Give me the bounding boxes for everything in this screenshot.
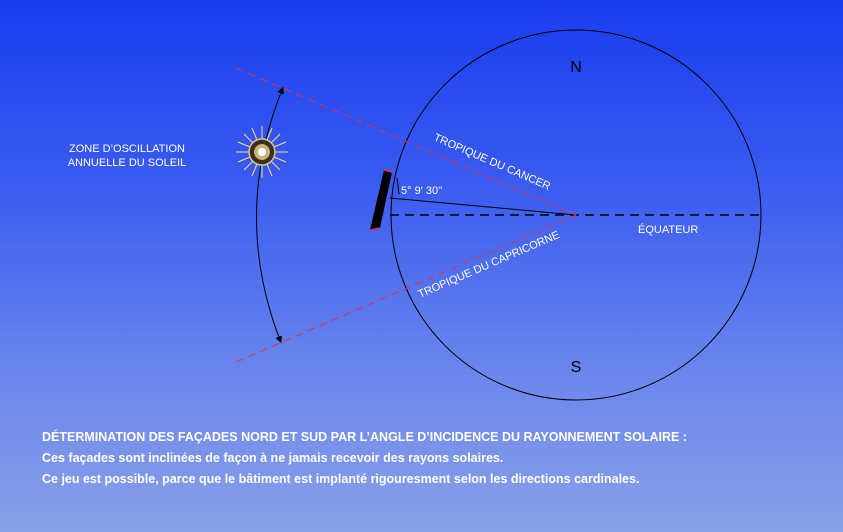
tropic-cancer-label: TROPIQUE DU CANCER bbox=[431, 131, 553, 193]
angle-label: 5° 9' 30'' bbox=[401, 185, 443, 197]
oscillation-arc bbox=[256, 90, 282, 340]
tropic-capricorn-label: TROPIQUE DU CAPRICORNE bbox=[416, 229, 562, 301]
zone-label-line1: ZONE D’OSCILLATION bbox=[69, 143, 185, 155]
zone-label-line2: ANNUELLE DU SOLEIL bbox=[67, 157, 187, 169]
tropic-capricorn-ray bbox=[236, 215, 576, 362]
equator-label: ÉQUATEUR bbox=[638, 224, 699, 236]
building-facade-icon bbox=[370, 170, 392, 230]
north-label: N bbox=[570, 59, 582, 76]
caption-line1: Ces façades sont inclinées de façon à ne jamais recevoir des rayons solaires. bbox=[42, 451, 504, 465]
caption-line2: Ce jeu est possible, parce que le bâtiment est implanté rigouresment selon les directions cardinales. bbox=[42, 472, 640, 486]
caption bbox=[42, 427, 832, 490]
sun-icon bbox=[236, 126, 288, 178]
facade-tick bbox=[397, 178, 399, 194]
south-label: S bbox=[570, 359, 582, 376]
caption-title: DÉTERMINATION DES FAÇADES NORD ET SUD PAR L’ANGLE D’INCIDENCE DU RAYONNEMENT SOLAIRE : bbox=[42, 430, 687, 444]
angle-line bbox=[390, 198, 576, 215]
